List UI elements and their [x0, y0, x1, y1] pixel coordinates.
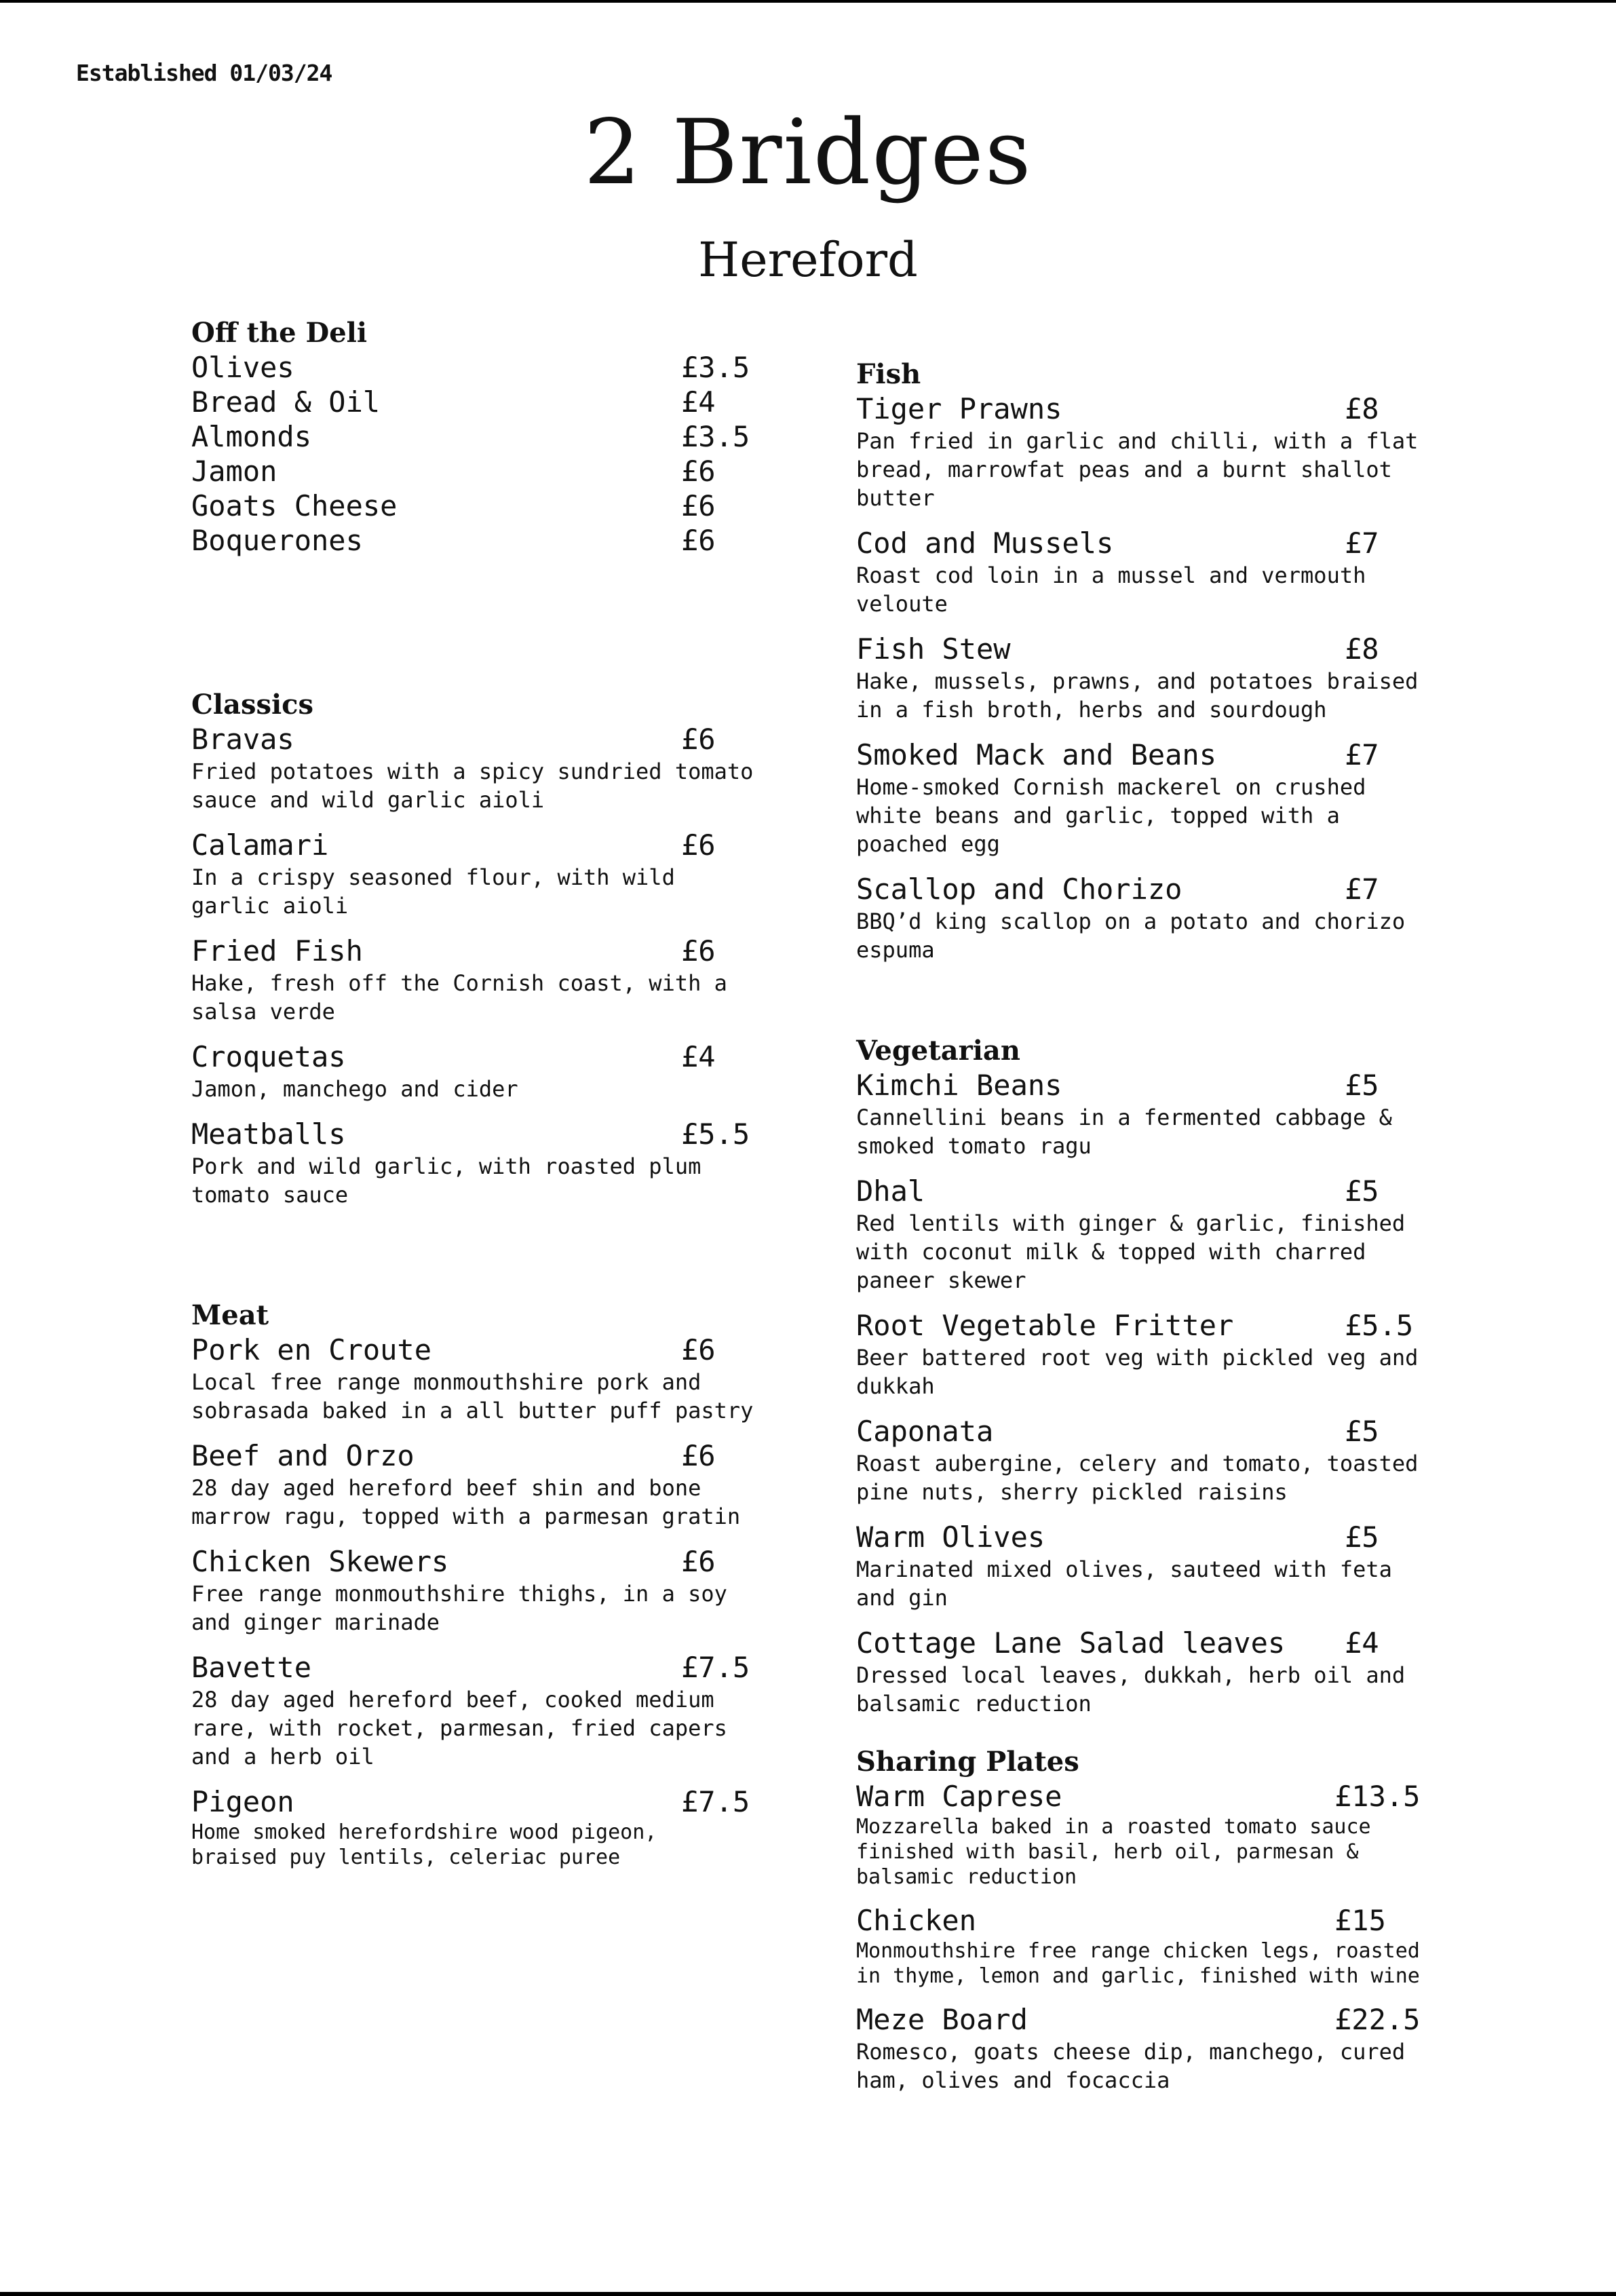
- item-name: Dhal: [856, 1174, 925, 1208]
- item-name: Chicken Skewers: [191, 1545, 449, 1578]
- item-description: Fried potatoes with a spicy sundried tomato sauce and wild garlic aioli: [191, 759, 754, 813]
- menu-item: [856, 1308, 1426, 1400]
- section-heading: Classics: [191, 689, 314, 721]
- menu-item: [191, 454, 754, 489]
- item-name: Bravas: [191, 723, 294, 756]
- item-name: Warm Caprese: [856, 1780, 1062, 1813]
- menu-item: [856, 1626, 1426, 1718]
- restaurant-title: 2 Bridges: [583, 100, 1033, 205]
- section-sharing-plates: [856, 1745, 1426, 2108]
- menu-item: [856, 526, 1426, 618]
- item-description: Local free range monmouthshire pork and sobrasada baked in a all butter puff pastry: [191, 1369, 754, 1423]
- top-border: [0, 0, 1616, 3]
- item-description: Roast cod loin in a mussel and vermouth veloute: [856, 562, 1366, 617]
- menu-item: [191, 828, 754, 920]
- item-name: Olives: [191, 351, 294, 384]
- menu-item: [191, 350, 754, 385]
- item-name: Kimchi Beans: [856, 1069, 1062, 1102]
- item-description: Hake, mussels, prawns, and potatoes braised in a fish broth, herbs and sourdough: [856, 668, 1419, 723]
- menu-item: [191, 1650, 754, 1771]
- item-price: £8: [1345, 392, 1379, 425]
- section-off-the-deli: [191, 316, 754, 558]
- item-name: Fried Fish: [191, 934, 363, 968]
- menu-item: [856, 1779, 1426, 1890]
- item-description: Red lentils with ginger & garlic, finished with coconut milk & topped with charred paneer skewer: [856, 1210, 1406, 1293]
- item-description: Pork and wild garlic, with roasted plum tomato sauce: [191, 1153, 701, 1208]
- item-price: £5.5: [681, 1117, 750, 1151]
- item-name: Pigeon: [191, 1785, 294, 1818]
- item-description: 28 day aged hereford beef, cooked medium rare, with rocket, parmesan, fried capers and a herb oil: [191, 1687, 727, 1769]
- item-name: Root Vegetable Fritter: [856, 1309, 1234, 1342]
- item-price: £6: [681, 489, 716, 522]
- item-description: Mozzarella baked in a roasted tomato sauce finished with basil, herb oil, parmesan & balsamic reduction: [856, 1815, 1371, 1889]
- menu-item: [191, 1117, 754, 1209]
- item-description: Beer battered root veg with pickled veg and dukkah: [856, 1345, 1419, 1399]
- item-description: Dressed local leaves, dukkah, herb oil and balsamic reduction: [856, 1662, 1406, 1717]
- menu-item: [191, 722, 754, 814]
- item-price: £6: [681, 1333, 716, 1366]
- item-description: Free range monmouthshire thighs, in a soy and ginger marinade: [191, 1581, 727, 1635]
- item-price: £4: [681, 1040, 716, 1073]
- item-description: Home smoked herefordshire wood pigeon, braised puy lentils, celeriac puree: [191, 1820, 657, 1869]
- item-name: Boquerones: [191, 524, 363, 557]
- section-heading: Vegetarian: [856, 1035, 1020, 1067]
- item-price: £7: [1345, 527, 1379, 560]
- menu-item: [191, 934, 754, 1026]
- item-description: Marinated mixed olives, sauteed with feta and gin: [856, 1556, 1392, 1611]
- menu-item: [191, 489, 754, 523]
- item-name: Warm Olives: [856, 1520, 1045, 1554]
- item-name: Almonds: [191, 420, 312, 453]
- item-name: Cottage Lane Salad leaves: [856, 1626, 1286, 1660]
- item-price: £6: [681, 455, 716, 488]
- item-description: BBQ’d king scallop on a potato and chorizo espuma: [856, 908, 1406, 963]
- menu-item: [191, 1039, 754, 1103]
- item-price: £6: [681, 524, 716, 557]
- item-name: Meze Board: [856, 2003, 1028, 2036]
- menu-item: [856, 391, 1426, 512]
- menu-item: [191, 1438, 754, 1531]
- item-name: Calamari: [191, 828, 329, 862]
- menu-item: [191, 1544, 754, 1637]
- item-name: Croquetas: [191, 1040, 346, 1073]
- section-heading: Meat: [191, 1299, 269, 1331]
- item-name: Jamon: [191, 455, 277, 488]
- item-description: Jamon, manchego and cider: [191, 1076, 518, 1102]
- item-name: Bavette: [191, 1651, 312, 1684]
- menu-item: [856, 1903, 1426, 1989]
- item-name: Beef and Orzo: [191, 1439, 415, 1472]
- item-price: £4: [681, 385, 716, 419]
- item-description: Monmouthshire free range chicken legs, roasted in thyme, lemon and garlic, finished with wine: [856, 1939, 1420, 1988]
- item-price: £5: [1345, 1069, 1379, 1102]
- section-vegetarian: [856, 1034, 1426, 1731]
- item-price: £13.5: [1334, 1780, 1421, 1813]
- item-price: £5: [1345, 1174, 1379, 1208]
- item-name: Caponata: [856, 1415, 994, 1448]
- item-name: Meatballs: [191, 1117, 346, 1151]
- item-price: £3.5: [681, 351, 750, 384]
- section-meat: [191, 1299, 754, 1883]
- item-name: Fish Stew: [856, 632, 1011, 666]
- menu-item: [856, 1174, 1426, 1295]
- item-description: Pan fried in garlic and chilli, with a flat bread, marrowfat peas and a burnt shallot butter: [856, 428, 1419, 511]
- location-subtitle: Hereford: [698, 232, 918, 288]
- menu-item: [856, 2002, 1426, 2094]
- item-description: Hake, fresh off the Cornish coast, with a salsa verde: [191, 970, 727, 1025]
- established-date: Established 01/03/24: [76, 60, 332, 86]
- item-price: £6: [681, 1439, 716, 1472]
- item-price: £3.5: [681, 420, 750, 453]
- item-name: Bread & Oil: [191, 385, 381, 419]
- item-name: Chicken: [856, 1904, 977, 1937]
- menu-item: [856, 738, 1426, 858]
- item-price: £8: [1345, 632, 1379, 666]
- section-classics: [191, 688, 754, 1223]
- item-price: £7.5: [681, 1651, 750, 1684]
- item-description: Romesco, goats cheese dip, manchego, cured ham, olives and focaccia: [856, 2039, 1406, 2093]
- item-description: Home-smoked Cornish mackerel on crushed white beans and garlic, topped with a poached egg: [856, 774, 1366, 857]
- item-description: Cannellini beans in a fermented cabbage & smoked tomato ragu: [856, 1105, 1392, 1159]
- section-heading: Fish: [856, 358, 921, 390]
- menu-item: [856, 1520, 1426, 1612]
- item-name: Cod and Mussels: [856, 527, 1114, 560]
- menu-item: [191, 419, 754, 454]
- item-price: £5.5: [1345, 1309, 1414, 1342]
- item-price: £7.5: [681, 1785, 750, 1818]
- menu-item: [856, 1414, 1426, 1506]
- item-price: £6: [681, 828, 716, 862]
- item-price: £7: [1345, 738, 1379, 771]
- item-name: Tiger Prawns: [856, 392, 1062, 425]
- item-price: £22.5: [1334, 2003, 1421, 2036]
- item-price: £7: [1345, 873, 1379, 906]
- item-price: £5: [1345, 1520, 1379, 1554]
- menu-item: [191, 1333, 754, 1425]
- item-price: £4: [1345, 1626, 1379, 1660]
- item-name: Smoked Mack and Beans: [856, 738, 1217, 771]
- item-name: Goats Cheese: [191, 489, 398, 522]
- menu-item: [856, 872, 1426, 964]
- section-fish: [856, 358, 1426, 978]
- menu-item: [191, 385, 754, 419]
- menu-item: [191, 523, 754, 558]
- item-name: Pork en Croute: [191, 1333, 432, 1366]
- menu-item: [191, 1784, 754, 1870]
- menu-item: [856, 1068, 1426, 1160]
- item-price: £6: [681, 1545, 716, 1578]
- item-price: £15: [1334, 1904, 1386, 1937]
- bottom-border: [0, 2292, 1616, 2296]
- section-heading: Off the Deli: [191, 317, 368, 349]
- menu-item: [856, 632, 1426, 724]
- item-price: £6: [681, 934, 716, 968]
- item-description: Roast aubergine, celery and tomato, toasted pine nuts, sherry pickled raisins: [856, 1451, 1419, 1505]
- item-price: £6: [681, 723, 716, 756]
- section-heading: Sharing Plates: [856, 1746, 1079, 1778]
- item-description: 28 day aged hereford beef shin and bone marrow ragu, topped with a parmesan gratin: [191, 1475, 741, 1529]
- item-description: In a crispy seasoned flour, with wild garlic aioli: [191, 864, 675, 919]
- item-price: £5: [1345, 1415, 1379, 1448]
- item-name: Scallop and Chorizo: [856, 873, 1182, 906]
